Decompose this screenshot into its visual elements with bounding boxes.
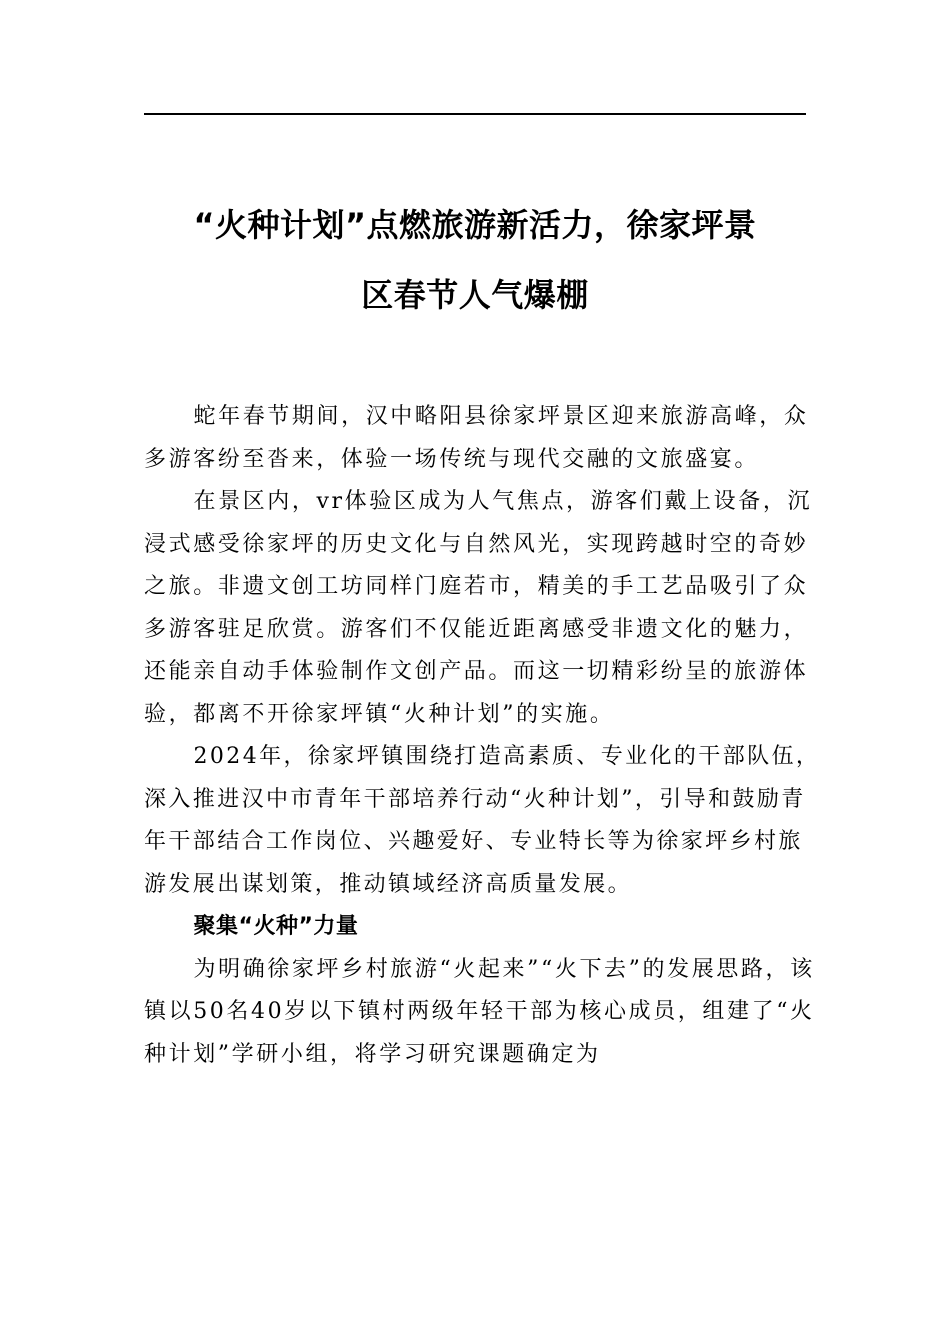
- document-body: [144, 396, 824, 1076]
- section-heading: 聚集“火种”力量: [193, 914, 359, 939]
- title-line-2: 区春节人气爆棚: [361, 276, 589, 314]
- paragraph-2024: 2024年，徐家坪镇围绕打造高素质、专业化的干部队伍，深入推进汉中市青年干部培养行动“火种计划”，引导和鼓励青年干部结合工作岗位、兴趣爱好、专业特长等为徐家坪乡村旅游发展出谋划策，推动镇域经济高质量发展。: [144, 744, 821, 897]
- paragraph-section: 为明确徐家坪乡村旅游“火起来”“火下去”的发展思路，该镇以50名40岁以下镇村两级年轻干部为核心成员，组建了“火种计划”学研小组，将学习研究课题确定为: [144, 956, 815, 1067]
- document-title: [144, 190, 806, 330]
- paragraph-scenic-area: 在景区内，vr体验区成为人气焦点，游客们戴上设备，沉浸式感受徐家坪的历史文化与自然风光，实现跨越时空的奇妙之旅。非遗文创工坊同样门庭若市，精美的手工艺品吸引了众多游客驻足欣赏。游客们不仅能近距离感受非遗文化的魅力，还能亲自动手体验制作文创产品。而这一切精彩纷呈的旅游体验，都离不开徐家坪镇“火种计划”的实施。: [144, 489, 813, 727]
- header-rule: [144, 113, 806, 115]
- title-line-1: “火种计划”点燃旅游新活力，徐家坪景: [193, 206, 757, 244]
- paragraph-intro: 蛇年春节期间，汉中略阳县徐家坪景区迎来旅游高峰，众多游客纷至沓来，体验一场传统与现代交融的文旅盛宴。: [144, 404, 809, 472]
